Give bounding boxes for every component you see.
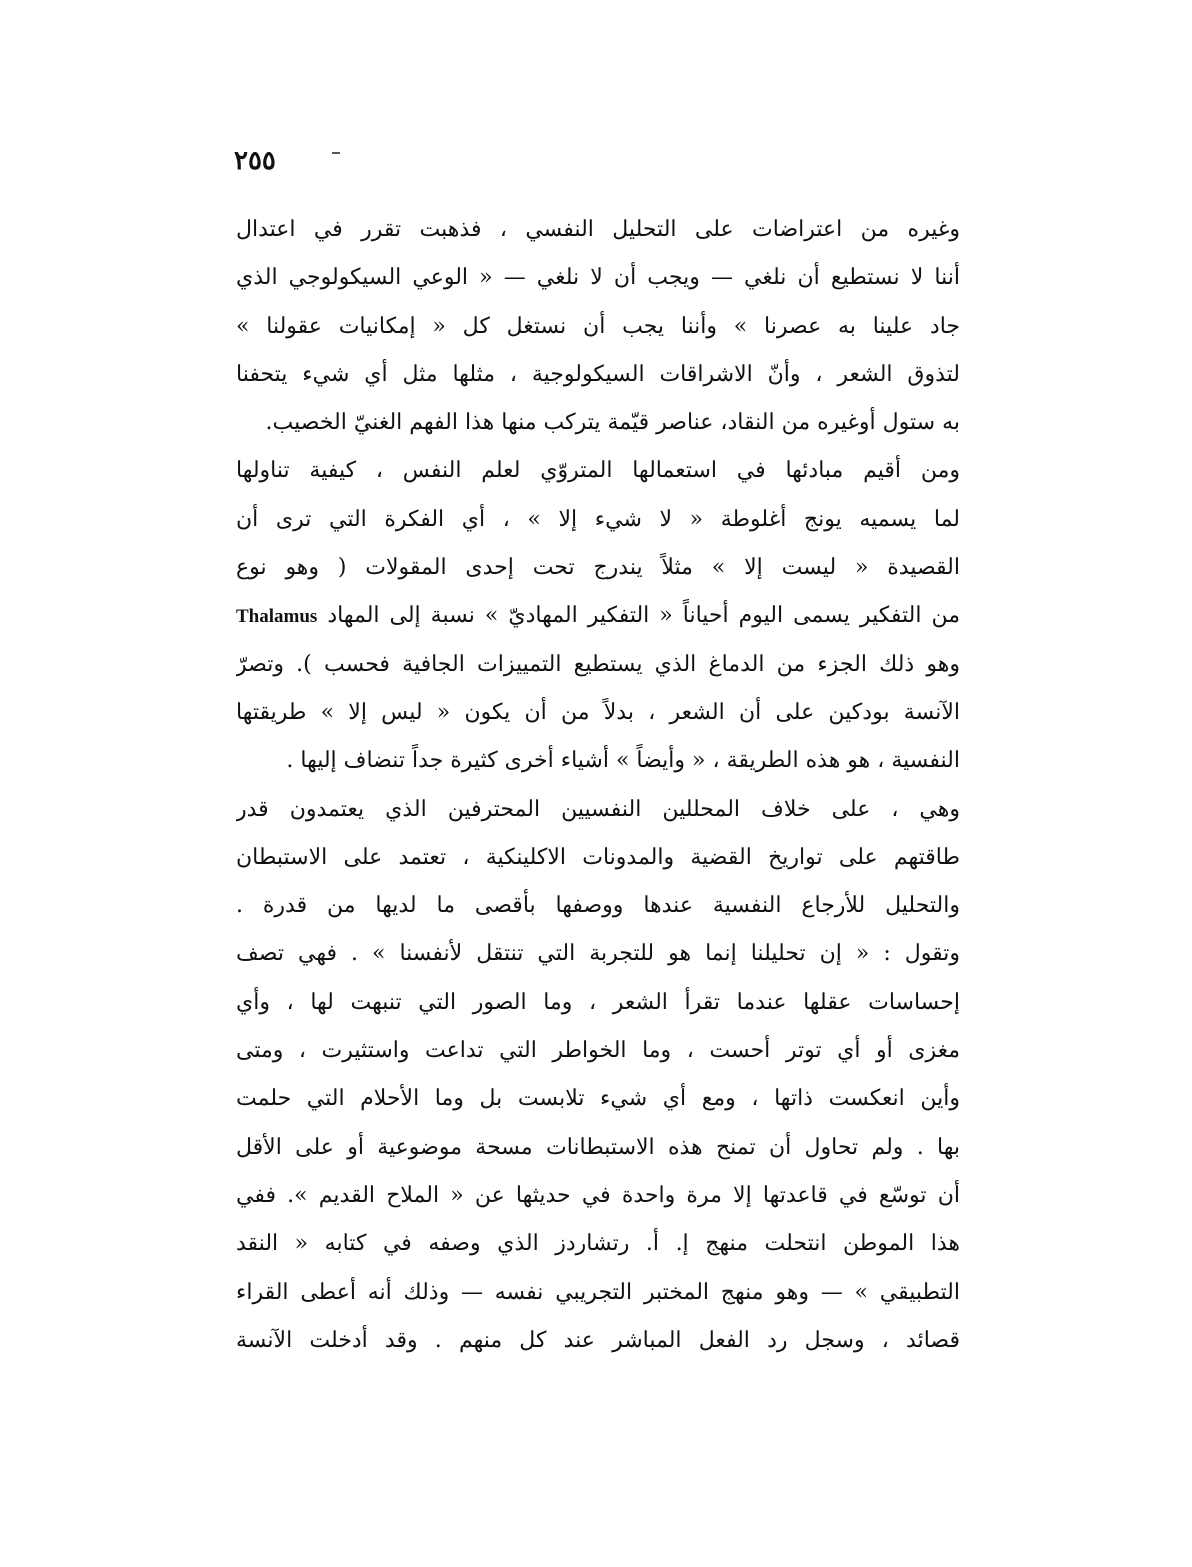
text-line: جاد علينا به عصرنا » وأننا يجب أن نستغل كل « إمكانيات عقولنا » [236,313,960,339]
text-line: التطبيقي » — وهو منهج المختبر التجريبي نفسه — وذلك أنه أعطى القراء [236,1279,960,1305]
text-line: هذا الموطن انتحلت منهج إ. أ. رتشاردز الذي وصفه في كتابه « النقد [236,1231,960,1257]
text-line: وغيره من اعتراضات على التحليل النفسي ، فذهبت تقرر في اعتدال [236,217,960,242]
text-line: ومن أقيم مبادئها في استعمالها المتروّي لعلم النفس ، كيفية تناولها [236,458,960,484]
text-line: الآنسة بودكين على أن الشعر ، بدلاً من أن يكون « ليس إلا » طريقتها [236,699,960,725]
text-line: به ستول أوغيره من النقاد، عناصر قيّمة يتركب منها هذا الفهم الغنيّ الخصيب. [265,410,960,436]
latin-term: Thalamus [236,606,318,628]
text-line: قصائد ، وسجل رد الفعل المباشر عند كل منهم . وقد أدخلت الآنسة [236,1327,960,1353]
text-line: والتحليل للأرجاع النفسية عندها ووصفها بأقصى ما لديها من قدرة . [236,893,960,919]
text-line: وأين انعكست ذاتها ، ومع أي شيء تلابست بل وما الأحلام التي حلمت [236,1086,960,1112]
text-line: لما يسميه يونج أغلوطة « لا شيء إلا » ، أي الفكرة التي ترى أن [236,506,960,532]
page-number: ٢٥٥ [234,146,276,176]
text-line: أننا لا نستطيع أن نلغي — ويجب أن لا نلغي — « الوعي السيكولوجي الذي [236,265,960,291]
text-line [236,592,960,640]
text-line: طاقتهم على تواريخ القضية والمدونات الاكلينكية ، تعتمد على الاستبطان [236,844,960,870]
text-line: مغزى أو أي توتر أحست ، وما الخواطر التي تداعت واستثيرت ، ومتى [236,1038,960,1064]
text-line: النفسية ، هو هذه الطريقة ، « وأيضاً » أشياء أخرى كثيرة جداً تنضاف إليها . [286,748,960,774]
body-text [236,206,960,1365]
text-line: أن توسّع في قاعدتها إلا مرة واحدة في حديثها عن « الملاح القديم ». ففي [236,1182,960,1208]
text-line: القصيدة « ليست إلا » مثلاً يندرج تحت إحدى المقولات ( وهو نوع [236,555,960,581]
text-line: إحساسات عقلها عندما تقرأ الشعر ، وما الصور التي تنبهت لها ، وأي [236,989,960,1015]
text-line: وهي ، على خلاف المحللين النفسيين المحترفين الذي يعتمدون قدر [236,796,960,822]
scan-speck [332,152,340,154]
text-line: بها . ولم تحاول أن تمنح هذه الاستبطانات مسحة موضوعية أو على الأقل [236,1134,960,1160]
text-line-arabic: من التفكير يسمى اليوم أحياناً « التفكير المهاديّ » نسبة إلى المهاد [327,603,960,629]
text-line: وهو ذلك الجزء من الدماغ الذي يستطيع التمييزات الجافية فحسب ). وتصرّ [236,651,960,677]
text-line: وتقول : « إن تحليلنا إنما هو للتجربة التي تنتقل لأنفسنا » . فهي تصف [236,941,960,967]
text-line: لتذوق الشعر ، وأنّ الاشراقات السيكولوجية ، مثلها مثل أي شيء يتحفنا [236,361,960,387]
